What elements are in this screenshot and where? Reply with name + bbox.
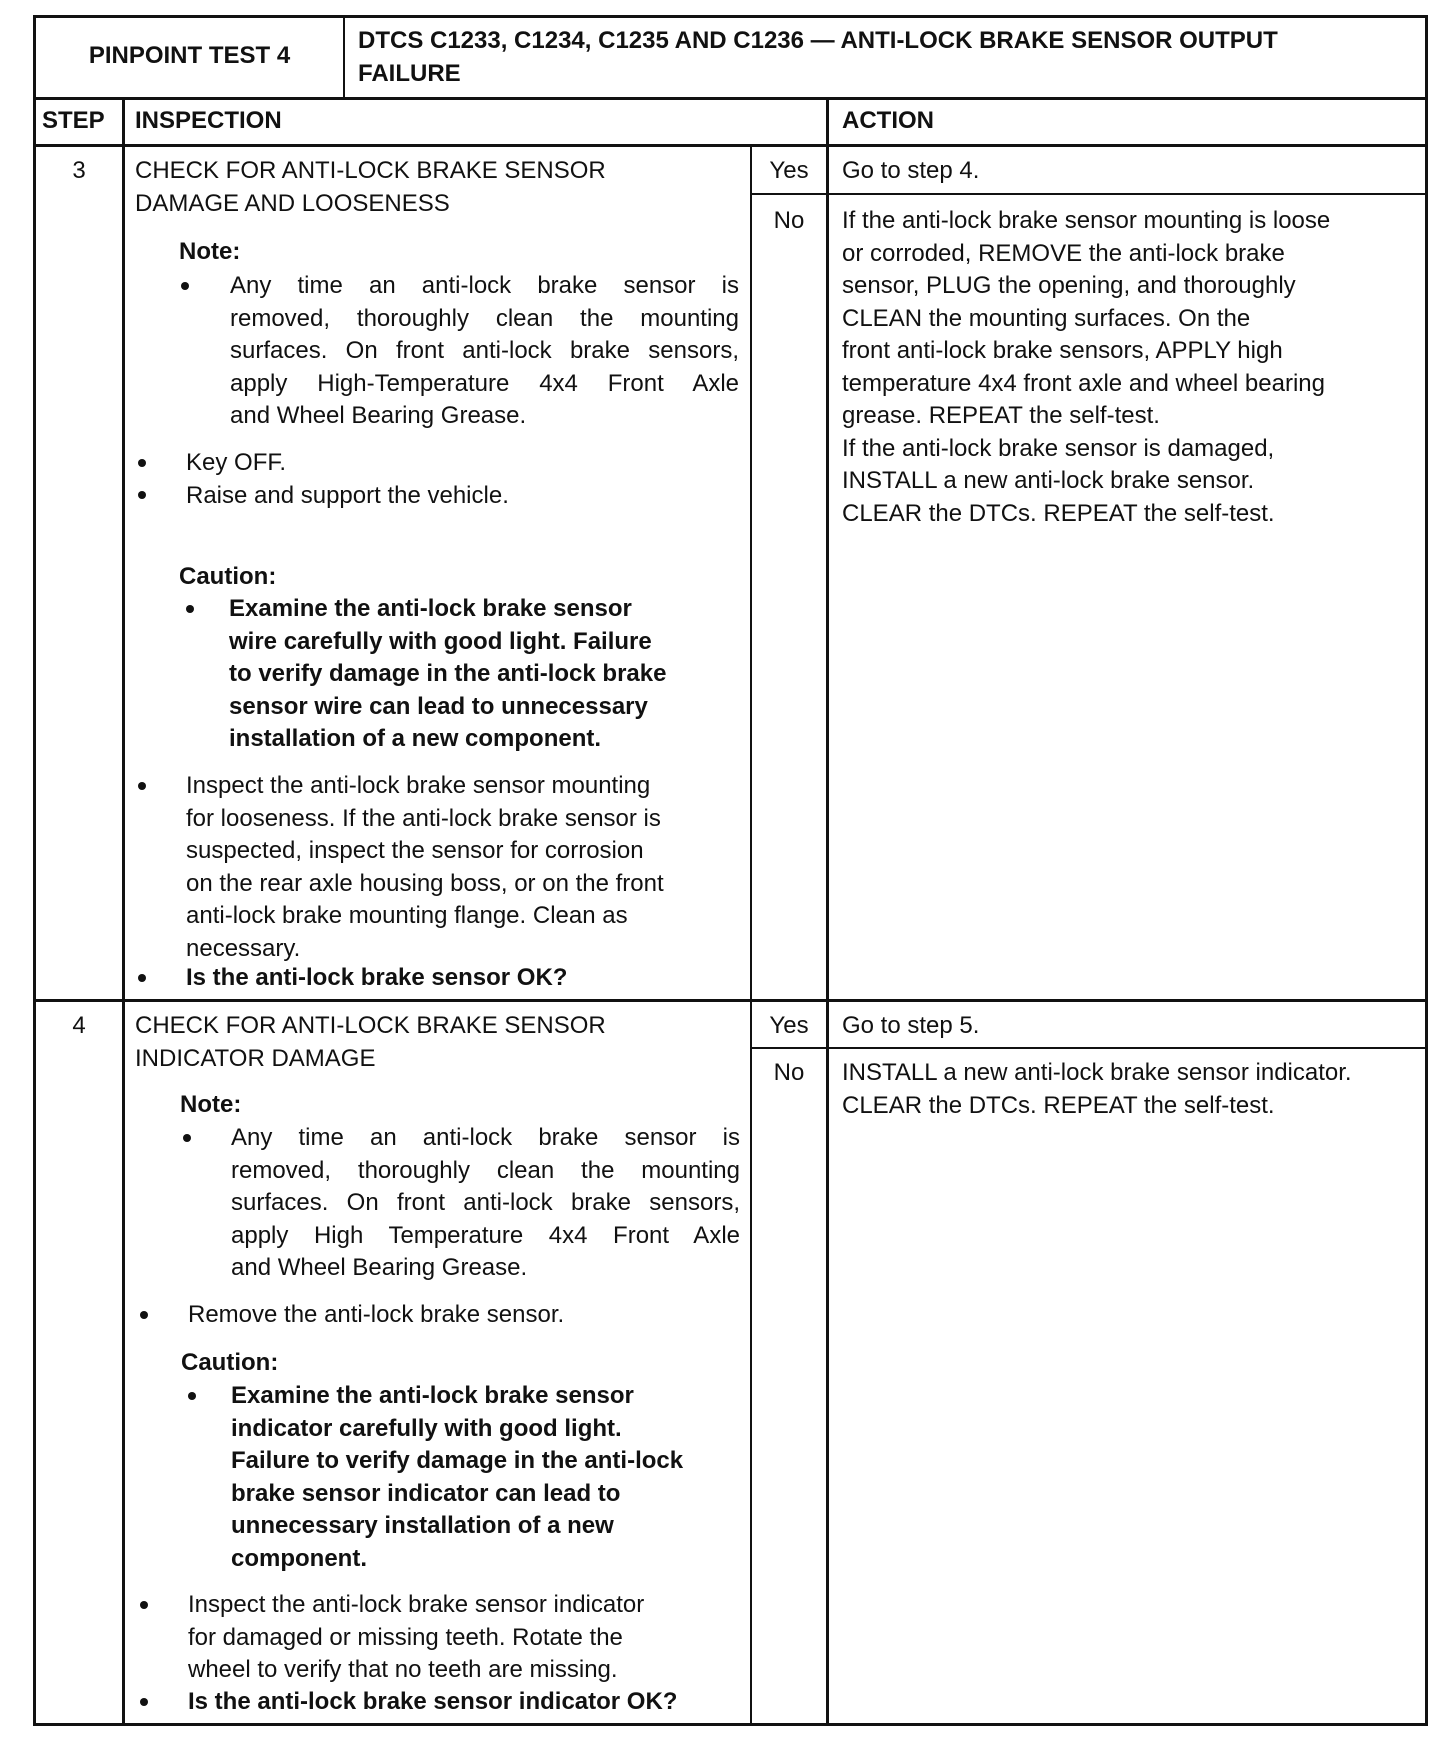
text-line: and Wheel Bearing Grease. <box>231 1254 528 1281</box>
step-title <box>135 155 606 220</box>
caution-label: Caution: <box>181 1349 279 1376</box>
text-line: CHECK FOR ANTI-LOCK BRAKE SENSOR <box>135 157 606 184</box>
text-line: removed, thoroughly clean the mounting <box>230 304 739 332</box>
divider <box>33 97 1428 100</box>
inspect-text <box>188 1589 644 1687</box>
text-line: or corroded, REMOVE the anti-lock brake <box>842 239 1285 267</box>
text-line: Inspect the anti-lock brake sensor indicator <box>188 1591 645 1618</box>
text-line: and Wheel Bearing Grease. <box>230 402 527 429</box>
bullet-icon <box>186 605 194 613</box>
bullet-icon <box>183 1134 191 1142</box>
yes-label: Yes <box>769 1012 809 1039</box>
step-number: 4 <box>72 1012 86 1039</box>
note-text <box>231 1122 740 1285</box>
no-action <box>842 205 1330 530</box>
note-label: Note: <box>180 1091 242 1118</box>
no-label: No <box>773 207 805 234</box>
test-title <box>358 25 1278 90</box>
note-label: Note: <box>179 238 241 265</box>
table-border-bottom <box>33 1723 1428 1726</box>
inspect-text <box>186 770 664 965</box>
yes-action: Go to step 5. <box>842 1012 980 1039</box>
bullet-icon <box>140 1601 148 1609</box>
text-line: removed, thoroughly clean the mounting <box>231 1156 740 1184</box>
text-line: necessary. <box>186 934 301 962</box>
bullet-icon <box>181 282 189 290</box>
text-line: wheel to verify that no teeth are missing. <box>188 1656 618 1683</box>
text-line: CLEAR the DTCs. REPEAT the self-test. <box>842 499 1275 527</box>
text-line: suspected, inspect the sensor for corrosion <box>186 837 644 864</box>
text-line: Failure to verify damage in the anti-lock <box>231 1447 684 1474</box>
text-line: on the rear axle housing boss, or on the front <box>186 869 664 897</box>
text-line: DTCS C1233, C1234, C1235 AND C1236 — ANTI-LOCK BRAKE SENSOR OUTPUT <box>358 27 1278 54</box>
bullet-icon <box>140 1311 148 1319</box>
bullet-icon <box>138 974 146 982</box>
text-line: INDICATOR DAMAGE <box>135 1044 376 1072</box>
text-line: indicator carefully with good light. <box>231 1414 622 1442</box>
text-line: CLEAR the DTCs. REPEAT the self-test. <box>842 1091 1275 1119</box>
text-line: component. <box>231 1544 367 1572</box>
text-line: surfaces. On front anti-lock brake sensors, <box>230 337 739 364</box>
text-line: INSTALL a new anti-lock brake sensor indicator. <box>842 1059 1352 1086</box>
text-line: sensor, PLUG the opening, and thoroughly <box>842 272 1296 299</box>
divider <box>750 144 752 1726</box>
text-line: for looseness. If the anti-lock brake sensor is <box>186 804 661 832</box>
text-line: Raise and support the vehicle. <box>186 481 509 509</box>
text-line: to verify damage in the anti-lock brake <box>229 660 667 687</box>
caution-text <box>231 1380 683 1575</box>
text-line: DAMAGE AND LOOSENESS <box>135 189 450 217</box>
text-line: brake sensor indicator can lead to <box>231 1479 621 1507</box>
pre-steps <box>186 447 509 512</box>
text-line: front anti-lock brake sensors, APPLY high <box>842 337 1283 364</box>
text-line: installation of a new component. <box>229 725 602 752</box>
divider <box>33 999 1428 1002</box>
text-line: Examine the anti-lock brake sensor <box>229 595 632 622</box>
text-line: apply High Temperature 4x4 Front Axle <box>231 1221 740 1249</box>
divider <box>343 15 345 99</box>
text-line: grease. REPEAT the self-test. <box>842 402 1160 429</box>
text-line: FAILURE <box>358 59 461 87</box>
bullet-icon <box>140 1698 148 1706</box>
text-line: for damaged or missing teeth. Rotate the <box>188 1623 623 1651</box>
text-line: INSTALL a new anti-lock brake sensor. <box>842 467 1255 494</box>
text-line: Inspect the anti-lock brake sensor mounting <box>186 772 651 799</box>
bullet-icon <box>138 459 146 467</box>
text-line: apply High-Temperature 4x4 Front Axle <box>230 369 739 397</box>
text-line: wire carefully with good light. Failure <box>229 627 652 655</box>
divider <box>33 144 1428 147</box>
bullet-icon <box>138 782 146 790</box>
note-text <box>230 270 739 433</box>
text-line: anti-lock brake mounting flange. Clean as <box>186 902 628 929</box>
text-line: sensor wire can lead to unnecessary <box>229 692 648 720</box>
pre-steps <box>188 1299 564 1332</box>
text-line: surfaces. On front anti-lock brake sensors, <box>231 1189 740 1216</box>
table-border-left <box>33 15 36 1726</box>
text-line: Key OFF. <box>186 449 287 476</box>
column-header-inspection: INSPECTION <box>135 107 282 134</box>
bullet-icon <box>188 1392 196 1400</box>
divider <box>826 97 829 1726</box>
table-border-right <box>1425 15 1428 1726</box>
text-line: CLEAN the mounting surfaces. On the <box>842 304 1251 332</box>
step-number: 3 <box>72 157 86 184</box>
text-line: Remove the anti-lock brake sensor. <box>188 1301 565 1328</box>
text-line: Any time an anti-lock brake sensor is <box>231 1124 740 1151</box>
caution-label: Caution: <box>179 563 277 590</box>
no-action <box>842 1057 1352 1122</box>
caution-text <box>229 593 666 756</box>
step-title <box>135 1010 606 1075</box>
column-header-action: ACTION <box>842 107 934 134</box>
divider <box>750 1047 1428 1049</box>
column-header-step: STEP <box>42 107 105 134</box>
pinpoint-test-label: PINPOINT TEST 4 <box>88 42 291 69</box>
divider <box>750 193 1428 195</box>
text-line: CHECK FOR ANTI-LOCK BRAKE SENSOR <box>135 1012 606 1039</box>
text-line: Any time an anti-lock brake sensor is <box>230 272 739 299</box>
text-line: unnecessary installation of a new <box>231 1512 614 1539</box>
table-border-top <box>33 15 1428 18</box>
text-line: temperature 4x4 front axle and wheel bearing <box>842 369 1325 397</box>
yes-action: Go to step 4. <box>842 157 980 184</box>
no-label: No <box>773 1059 805 1086</box>
step-question: Is the anti-lock brake sensor OK? <box>186 964 568 991</box>
divider <box>122 97 125 1726</box>
step-question: Is the anti-lock brake sensor indicator OK? <box>188 1688 678 1715</box>
text-line: If the anti-lock brake sensor is damaged, <box>842 434 1275 462</box>
bullet-icon <box>138 491 146 499</box>
text-line: If the anti-lock brake sensor mounting is loose <box>842 207 1331 234</box>
text-line: Examine the anti-lock brake sensor <box>231 1382 634 1409</box>
yes-label: Yes <box>769 157 809 184</box>
